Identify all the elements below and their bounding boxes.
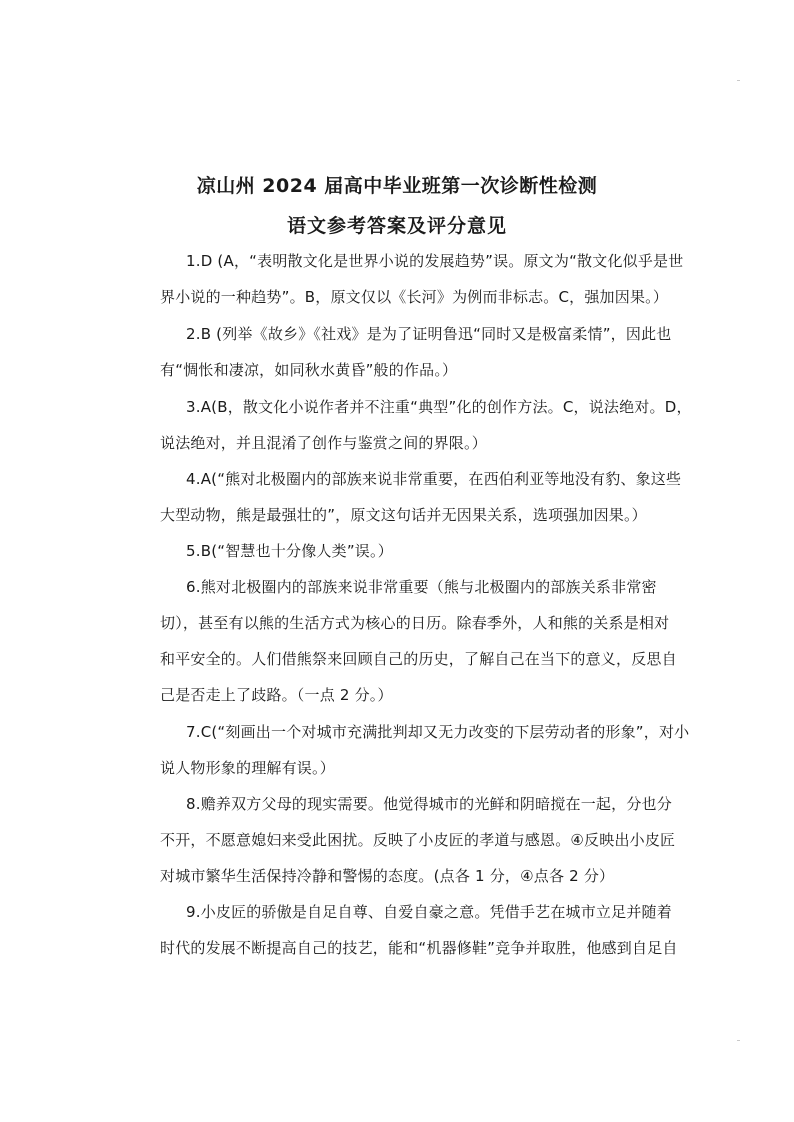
answer-6-line-1: 6.熊对北极圈内的部族来说非常重要（熊与北极圈内的部族关系非常密 — [186, 578, 657, 596]
answer-4-line-2: 大型动物，熊是最强壮的”，原文这句话并无因果关系，选项强加因果。） — [160, 506, 647, 524]
answer-2-line-2: 有“惆怅和凄凉，如同秋水黄昏”般的作品。） — [160, 361, 458, 379]
scan-speck — [737, 1040, 740, 1041]
document-title: 凉山州 2024 届高中毕业班第一次诊断性检测 — [196, 175, 598, 197]
document-subtitle: 语文参考答案及评分意见 — [286, 215, 507, 237]
answer-3-line-2: 说法绝对，并且混淆了创作与鉴赏之间的界限。） — [160, 434, 487, 452]
answer-7-line-2: 说人物形象的理解有误。） — [160, 759, 335, 777]
answer-9-line-2: 时代的发展不断提高自己的技艺，能和“机器修鞋”竞争并取胜，他感到自足自 — [160, 939, 678, 957]
scan-speck — [737, 80, 740, 81]
answer-8-line-1: 8.赡养双方父母的现实需要。他觉得城市的光鲜和阴暗搅在一起，分也分 — [186, 795, 672, 813]
answer-8-line-3: 对城市繁华生活保持冷静和警惕的态度。(点各 1 分，④点各 2 分） — [160, 867, 615, 885]
answer-6-line-4: 己是否走上了歧路。（一点 2 分。） — [160, 686, 393, 704]
answer-6-line-3: 和平安全的。人们借熊祭来回顾自己的历史，了解自己在当下的意义，反思自 — [160, 650, 677, 668]
answer-9-line-1: 9.小皮匠的骄傲是自足自尊、自爱自豪之意。凭借手艺在城市立足并随着 — [186, 903, 672, 921]
answer-3-line-1: 3.A(B，散文化小说作者并不注重“典型”化的创作方法。C，说法绝对。D， — [186, 398, 692, 416]
answer-8-line-2: 不开，不愿意媳妇来受此困扰。反映了小皮匠的孝道与感恩。④反映出小皮匠 — [160, 831, 676, 849]
answer-7-line-1: 7.C(“刻画出一个对城市充满批判却又无力改变的下层劳动者的形象”，对小 — [186, 723, 690, 741]
answer-4-line-1: 4.A(“熊对北极圈内的部族来说非常重要，在西伯利亚等地没有豹、象这些 — [186, 470, 682, 488]
answer-2-line-1: 2.B (列举《故乡》《社戏》是为了证明鲁迅“同时又是极富柔情”，因此也 — [186, 325, 672, 343]
answer-6-line-2: 切），甚至有以熊的生活方式为核心的日历。除春季外，人和熊的关系是相对 — [160, 614, 670, 632]
answer-5-line-1: 5.B(“智慧也十分像人类”误。） — [186, 542, 393, 560]
answer-1-line-2: 界小说的一种趋势”。B，原文仅以《长河》为例而非标志。C，强加因果。） — [160, 288, 669, 306]
answer-1-line-1: 1.D (A，“表明散文化是世界小说的发展趋势”误。原文为“散文化似乎是世 — [186, 252, 684, 270]
